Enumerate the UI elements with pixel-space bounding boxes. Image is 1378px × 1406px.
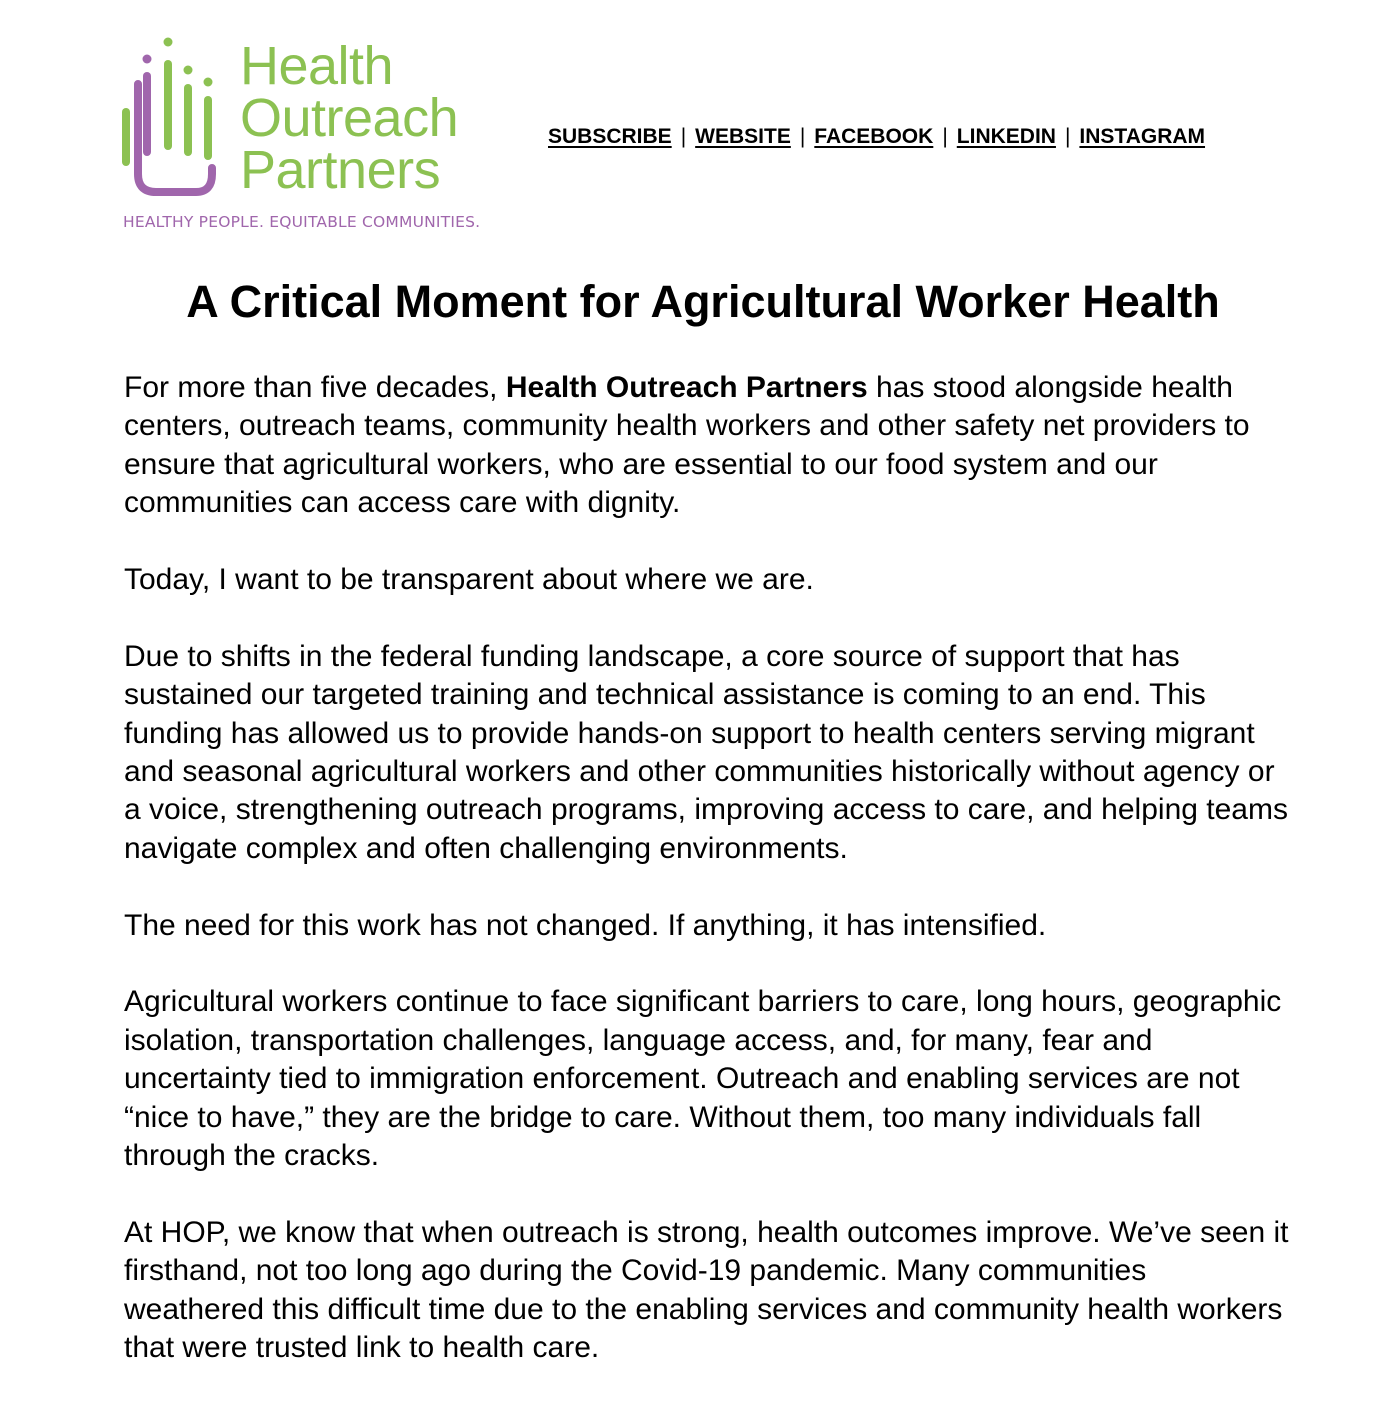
paragraph-intro-lead: For more than five decades, <box>124 371 506 404</box>
logo-wordmark <box>240 36 459 200</box>
subscribe-link[interactable]: SUBSCRIBE <box>548 125 672 148</box>
paragraph-funding: Due to shifts in the federal funding landscape, a core source of support that has sustained our targeted training and technical assistance is coming to an end. This funding has allowed us to provide hands-on support to health centers serving migrant and seasonal agricultural workers and other communities historically without agency or a voice, strengthening outreach programs, improving access to care, and helping teams navigate complex and often challenging environments. <box>124 639 1288 865</box>
paragraph-intro <box>124 369 1294 523</box>
paragraph-transparency: Today, I want to be transparent about where we are. <box>124 563 814 597</box>
nav-separator: | <box>1064 125 1071 148</box>
social-nav <box>548 125 1205 149</box>
linkedin-link[interactable]: LINKEDIN <box>956 125 1056 148</box>
article-body <box>124 369 1294 1406</box>
logo-name-line-3: Partners <box>240 140 441 200</box>
hop-logo[interactable] <box>118 34 498 238</box>
logo-name-line-2: Outreach <box>240 88 459 148</box>
article-title: A Critical Moment for Agricultural Worker Health <box>186 276 1220 327</box>
dot-green-2 <box>184 66 193 75</box>
dot-green-3 <box>204 78 213 87</box>
logo-name-line-1: Health <box>240 36 394 96</box>
raised-hand-logo-icon <box>118 34 222 198</box>
nav-separator: | <box>680 125 687 148</box>
dot-green-1 <box>164 38 173 47</box>
email-header <box>0 0 1378 250</box>
paragraph-outcomes: At HOP, we know that when outreach is strong, health outcomes improve. We’ve seen it firsthand, not too long ago during the Covid-19 pandemic. Many communities weathered this difficult time due to the enabling services and community health workers that were trusted link to health care. <box>124 1215 1289 1365</box>
facebook-link[interactable]: FACEBOOK <box>814 125 934 148</box>
paragraph-intro-rest: has stood alongside health centers, outreach teams, community health workers and other safety net providers to ensure that agricultural workers, who are essential to our food system and our communities can access care with dignity. <box>124 371 1250 520</box>
website-link[interactable]: WEBSITE <box>695 125 791 148</box>
org-name-bold: Health Outreach Partners <box>505 371 868 404</box>
paragraph-barriers: Agricultural workers continue to face significant barriers to care, long hours, geographic isolation, transportation challenges, language access, and, for many, fear and uncertainty tied to immigration enforcement. Outreach and enabling services are not “nice to have,” they are the bridge to care. Without them, too many individuals fall through the cracks. <box>124 985 1282 1173</box>
paragraph-need: The need for this work has not changed. If anything, it has intensified. <box>124 908 1047 942</box>
dot-purple <box>143 55 152 64</box>
instagram-link[interactable]: INSTAGRAM <box>1079 125 1206 148</box>
nav-separator: | <box>799 125 806 148</box>
logo-tagline: HEALTHY PEOPLE. EQUITABLE COMMUNITIES. <box>123 213 481 231</box>
nav-separator: | <box>942 125 948 148</box>
